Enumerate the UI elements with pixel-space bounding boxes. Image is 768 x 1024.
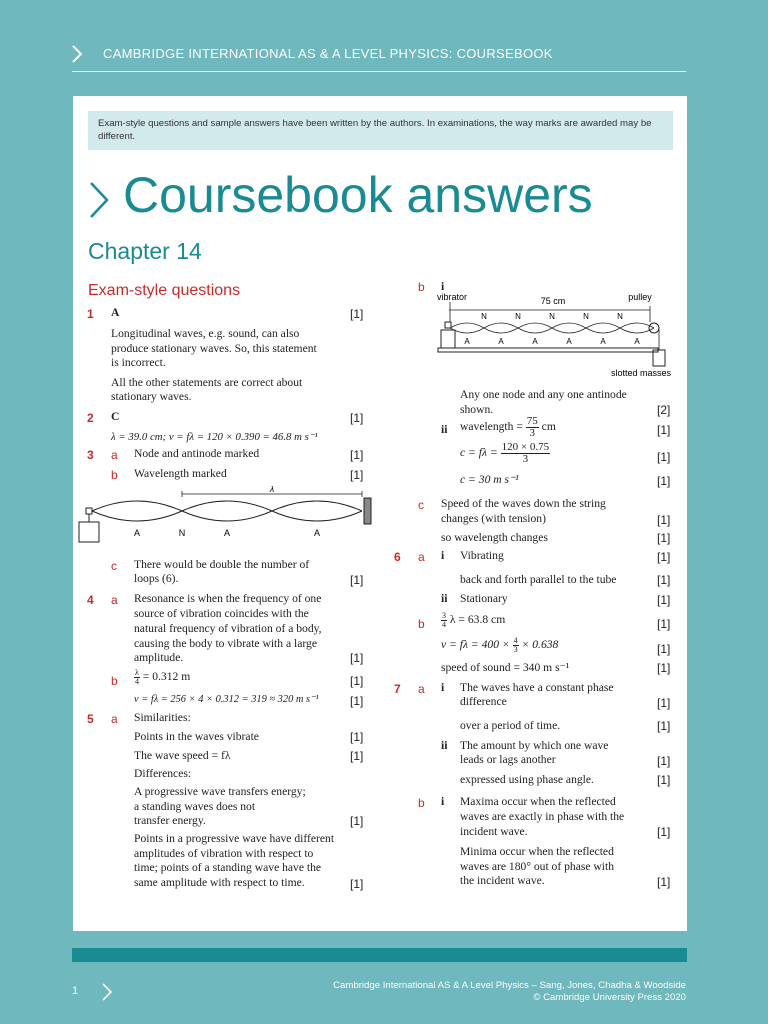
question-number: 4 xyxy=(87,593,94,607)
header-title: CAMBRIDGE INTERNATIONAL AS & A LEVEL PHYSICS: COURSEBOOK xyxy=(103,46,553,61)
answer-letter: A xyxy=(111,306,120,319)
antinode-label: A xyxy=(600,337,606,346)
antinode-label: A xyxy=(532,337,538,346)
mark: [1] xyxy=(657,423,671,437)
exam-note: Exam-style questions and sample answers have been written by the authors. In examinations, the way marks are awarded may be different. xyxy=(88,111,673,150)
mark: [1] xyxy=(657,573,671,587)
answer-text: Node and antinode marked xyxy=(134,447,260,460)
answer-text: A progressive wave transfers energy; xyxy=(134,785,306,798)
answer-text: time; points of a standing wave have the xyxy=(134,861,322,874)
calculation: λ = 39.0 cm; v = fλ = 120 × 0.390 = 46.8 m s⁻¹ xyxy=(111,431,318,443)
part-letter: c xyxy=(418,498,424,512)
node-label: N xyxy=(617,312,623,321)
antinode-label: A xyxy=(464,337,470,346)
question-number: 2 xyxy=(87,411,94,425)
calculation: v = fλ = 400 × $\frac{4}{3}$ × 0.638 xyxy=(441,636,559,654)
answer-text: incident wave. xyxy=(460,825,528,838)
answer-text: stationary waves. xyxy=(111,390,192,403)
chevron-right-icon xyxy=(88,180,110,220)
answer-text: The waves have a constant phase xyxy=(460,681,614,694)
answer-text: source of vibration coincides with the xyxy=(134,607,309,620)
mark: [1] xyxy=(657,875,671,889)
node-label: N xyxy=(481,312,487,321)
part-letter: a xyxy=(111,712,118,726)
part-roman: ii xyxy=(441,739,448,752)
mark: [2] xyxy=(657,403,671,417)
mark: [1] xyxy=(350,651,364,665)
answer-text: There would be double the number of xyxy=(134,558,310,571)
page-title: Coursebook answers xyxy=(123,167,593,223)
antinode-label: A xyxy=(634,337,640,346)
answer-text: leads or lags another xyxy=(460,753,556,766)
answer-text: The amount by which one wave xyxy=(460,739,609,752)
question-number: 6 xyxy=(394,550,401,564)
section-heading: Exam-style questions xyxy=(88,282,241,299)
calculation: c = 30 m s⁻¹ xyxy=(460,473,519,486)
standing-wave-diagram xyxy=(77,486,377,556)
antinode-label: A xyxy=(223,528,231,538)
answer-text: shown. xyxy=(460,403,494,416)
node-label: N xyxy=(515,312,521,321)
mark: [1] xyxy=(657,642,671,656)
antinode-label: A xyxy=(313,528,321,538)
mark: [1] xyxy=(657,450,671,464)
answer-text: All the other statements are correct about xyxy=(111,376,303,389)
page-number: 1 xyxy=(72,985,79,997)
part-letter: b xyxy=(418,796,425,810)
answer-text: so wavelength changes xyxy=(441,531,548,544)
answer-text: Wavelength marked xyxy=(134,467,227,480)
answer-text: $\frac{3}{4}$ λ = 63.8 cm xyxy=(442,611,506,629)
answer-text: amplitudes of vibration with respect to xyxy=(134,847,314,860)
vibrator-label: vibrator xyxy=(437,292,468,302)
part-letter: b xyxy=(111,468,118,482)
answer-text: Points in the waves vibrate xyxy=(134,730,259,743)
answer-text: difference xyxy=(460,695,507,708)
mark: [1] xyxy=(657,617,671,631)
part-letter: a xyxy=(111,448,118,462)
mark: [1] xyxy=(350,448,364,462)
chevron-right-icon xyxy=(70,44,84,64)
part-letter: b xyxy=(418,280,425,294)
part-roman: i xyxy=(441,280,445,293)
answer-text: same amplitude with respect to time. xyxy=(134,876,305,889)
footer-copyright: © Cambridge University Press 2020 xyxy=(533,992,686,1003)
chevron-right-icon xyxy=(101,982,113,1002)
question-number: 7 xyxy=(394,682,401,696)
answer-text: causing the body to vibrate with a large xyxy=(134,637,317,650)
answer-text: The wave speed = fλ xyxy=(134,749,231,762)
pulley-label: pulley xyxy=(628,292,652,302)
slotted-masses-label: slotted masses xyxy=(611,368,672,378)
part-roman: i xyxy=(441,681,445,694)
answer-text: natural frequency of vibration of a body, xyxy=(134,622,322,635)
node-label: N xyxy=(178,528,186,538)
answer-text: Any one node and any one antinode xyxy=(460,388,627,401)
part-letter: a xyxy=(418,550,425,564)
question-number: 3 xyxy=(87,448,94,462)
question-number: 1 xyxy=(87,307,94,321)
answer-text: transfer energy. xyxy=(134,814,206,827)
page-sheet xyxy=(73,96,687,931)
answer-text: loops (6). xyxy=(134,572,179,585)
mark: [1] xyxy=(657,513,671,527)
answer-text: Speed of the waves down the string xyxy=(441,497,606,510)
question-number: 5 xyxy=(87,712,94,726)
mark: [1] xyxy=(657,661,671,675)
answer-text: speed of sound = 340 m s⁻¹ xyxy=(441,661,570,674)
mark: [1] xyxy=(350,694,364,708)
mark: [1] xyxy=(657,825,671,839)
mark: [1] xyxy=(657,593,671,607)
part-letter: b xyxy=(418,617,425,631)
mark: [1] xyxy=(350,814,364,828)
chapter-heading: Chapter 14 xyxy=(88,238,202,264)
footer-authors: Cambridge International AS & A Level Physics – Sang, Jones, Chadha & Woodside xyxy=(333,980,686,991)
mark: [1] xyxy=(657,474,671,488)
mark: [1] xyxy=(350,307,364,321)
answer-text: Stationary xyxy=(460,592,508,605)
calculation: c = fλ = $\frac{120 \times 0.75}{3}$ xyxy=(460,441,550,465)
antinode-label: A xyxy=(498,337,504,346)
answer-text: the incident wave. xyxy=(460,874,545,887)
answer-text: Minima occur when the reflected xyxy=(460,845,614,858)
answer-text: Resonance is when the frequency of one xyxy=(134,592,322,605)
node-label: N xyxy=(583,312,589,321)
antinode-label: A xyxy=(566,337,572,346)
answer-text: waves are exactly in phase with the xyxy=(460,810,625,823)
answer-text: Maxima occur when the reflected xyxy=(460,795,616,808)
mark: [1] xyxy=(350,411,364,425)
answer-text: produce stationary waves. So, this statement xyxy=(111,342,317,355)
part-letter: a xyxy=(111,593,118,607)
answer-text: back and forth parallel to the tube xyxy=(460,573,617,586)
mark: [1] xyxy=(350,877,364,891)
part-roman: ii xyxy=(441,423,448,436)
footer-credits xyxy=(333,980,686,1004)
answer-text: over a period of time. xyxy=(460,719,561,732)
mark: [1] xyxy=(350,730,364,744)
mark: [1] xyxy=(657,754,671,768)
length-label: 75 cm xyxy=(540,296,566,306)
answer-text: Differences: xyxy=(134,767,192,780)
part-roman: ii xyxy=(441,592,448,605)
answer-text: a standing waves does not xyxy=(134,800,256,813)
mark: [1] xyxy=(350,674,364,688)
part-letter: b xyxy=(111,674,118,688)
node-label: N xyxy=(549,312,555,321)
answer-text: is incorrect. xyxy=(111,356,166,369)
lambda-label: λ xyxy=(269,486,275,494)
mark: [1] xyxy=(657,773,671,787)
mark: [1] xyxy=(657,719,671,733)
part-letter: c xyxy=(111,559,117,573)
footer-bar xyxy=(72,948,687,962)
header-divider xyxy=(72,71,686,72)
mark: [1] xyxy=(657,696,671,710)
mark: [1] xyxy=(657,550,671,564)
answer-text: expressed using phase angle. xyxy=(460,773,594,786)
mark: [1] xyxy=(657,531,671,545)
answer-text: Longitudinal waves, e.g. sound, can also xyxy=(111,327,300,340)
antinode-label: A xyxy=(133,528,141,538)
answer-text: Points in a progressive wave have different xyxy=(134,832,335,845)
answer-letter: C xyxy=(111,410,120,423)
answer-text: Similarities: xyxy=(134,711,191,724)
answer-text: wavelength = $\frac{75}{3}$ cm xyxy=(460,415,556,439)
calculation: v = fλ = 256 × 4 × 0.312 = 319 ≈ 320 m s⁻¹ xyxy=(134,694,319,705)
answer-text: Vibrating xyxy=(460,549,504,562)
mark: [1] xyxy=(350,749,364,763)
mark: [1] xyxy=(350,573,364,587)
answer-text: amplitude. xyxy=(134,651,184,664)
mark: [1] xyxy=(350,468,364,482)
part-roman: i xyxy=(441,795,445,808)
part-letter: a xyxy=(418,682,425,696)
string-resonance-diagram xyxy=(435,292,675,382)
answer-text: $\frac{\lambda}{4}$ = 0.312 m xyxy=(134,668,191,686)
part-roman: i xyxy=(441,549,445,562)
answer-text: waves are 180° out of phase with xyxy=(460,860,615,873)
answer-text: changes (with tension) xyxy=(441,512,546,525)
